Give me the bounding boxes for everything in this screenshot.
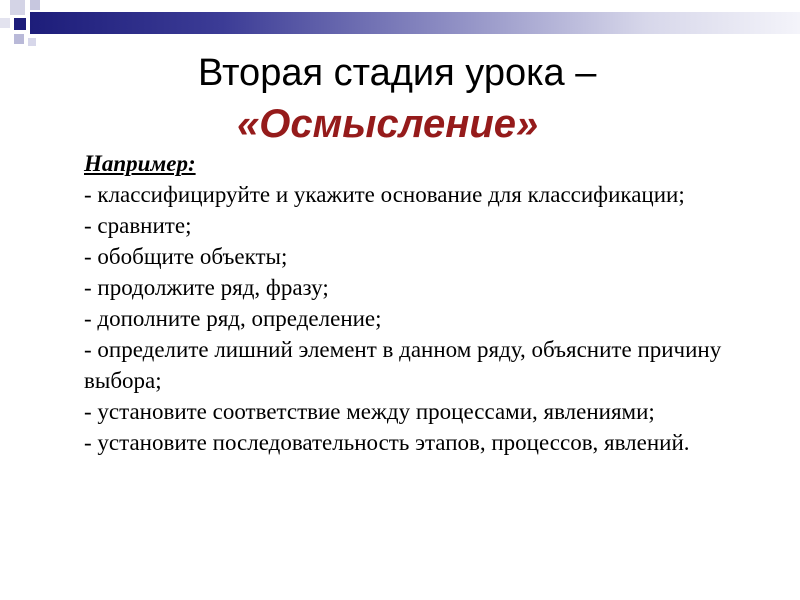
slide-subtitle: «Осмысление» bbox=[237, 102, 539, 146]
slide-content bbox=[84, 148, 774, 458]
list-item: - классифицируйте и укажите основание для классификации; bbox=[84, 182, 685, 207]
decoration-square bbox=[14, 34, 24, 44]
decoration-square bbox=[30, 0, 40, 10]
list-item: - продолжите ряд, фразу; bbox=[84, 275, 329, 300]
example-label: Например: bbox=[84, 151, 196, 176]
decoration-square bbox=[14, 18, 26, 30]
decoration-square bbox=[28, 38, 36, 46]
slide-title: Вторая стадия урока – bbox=[198, 52, 597, 94]
list-item: - определите лишний элемент в данном ряду, объясните причину выбора; bbox=[84, 337, 722, 393]
header-decoration-bar bbox=[30, 12, 800, 34]
list-item: - дополните ряд, определение; bbox=[84, 306, 382, 331]
decoration-square bbox=[0, 18, 10, 28]
list-item: - сравните; bbox=[84, 213, 192, 238]
list-item: - обобщите объекты; bbox=[84, 244, 288, 269]
decoration-square bbox=[10, 0, 25, 15]
list-item: - установите соответствие между процессами, явлениями; bbox=[84, 399, 655, 424]
list-item: - установите последовательность этапов, процессов, явлений. bbox=[84, 430, 690, 455]
